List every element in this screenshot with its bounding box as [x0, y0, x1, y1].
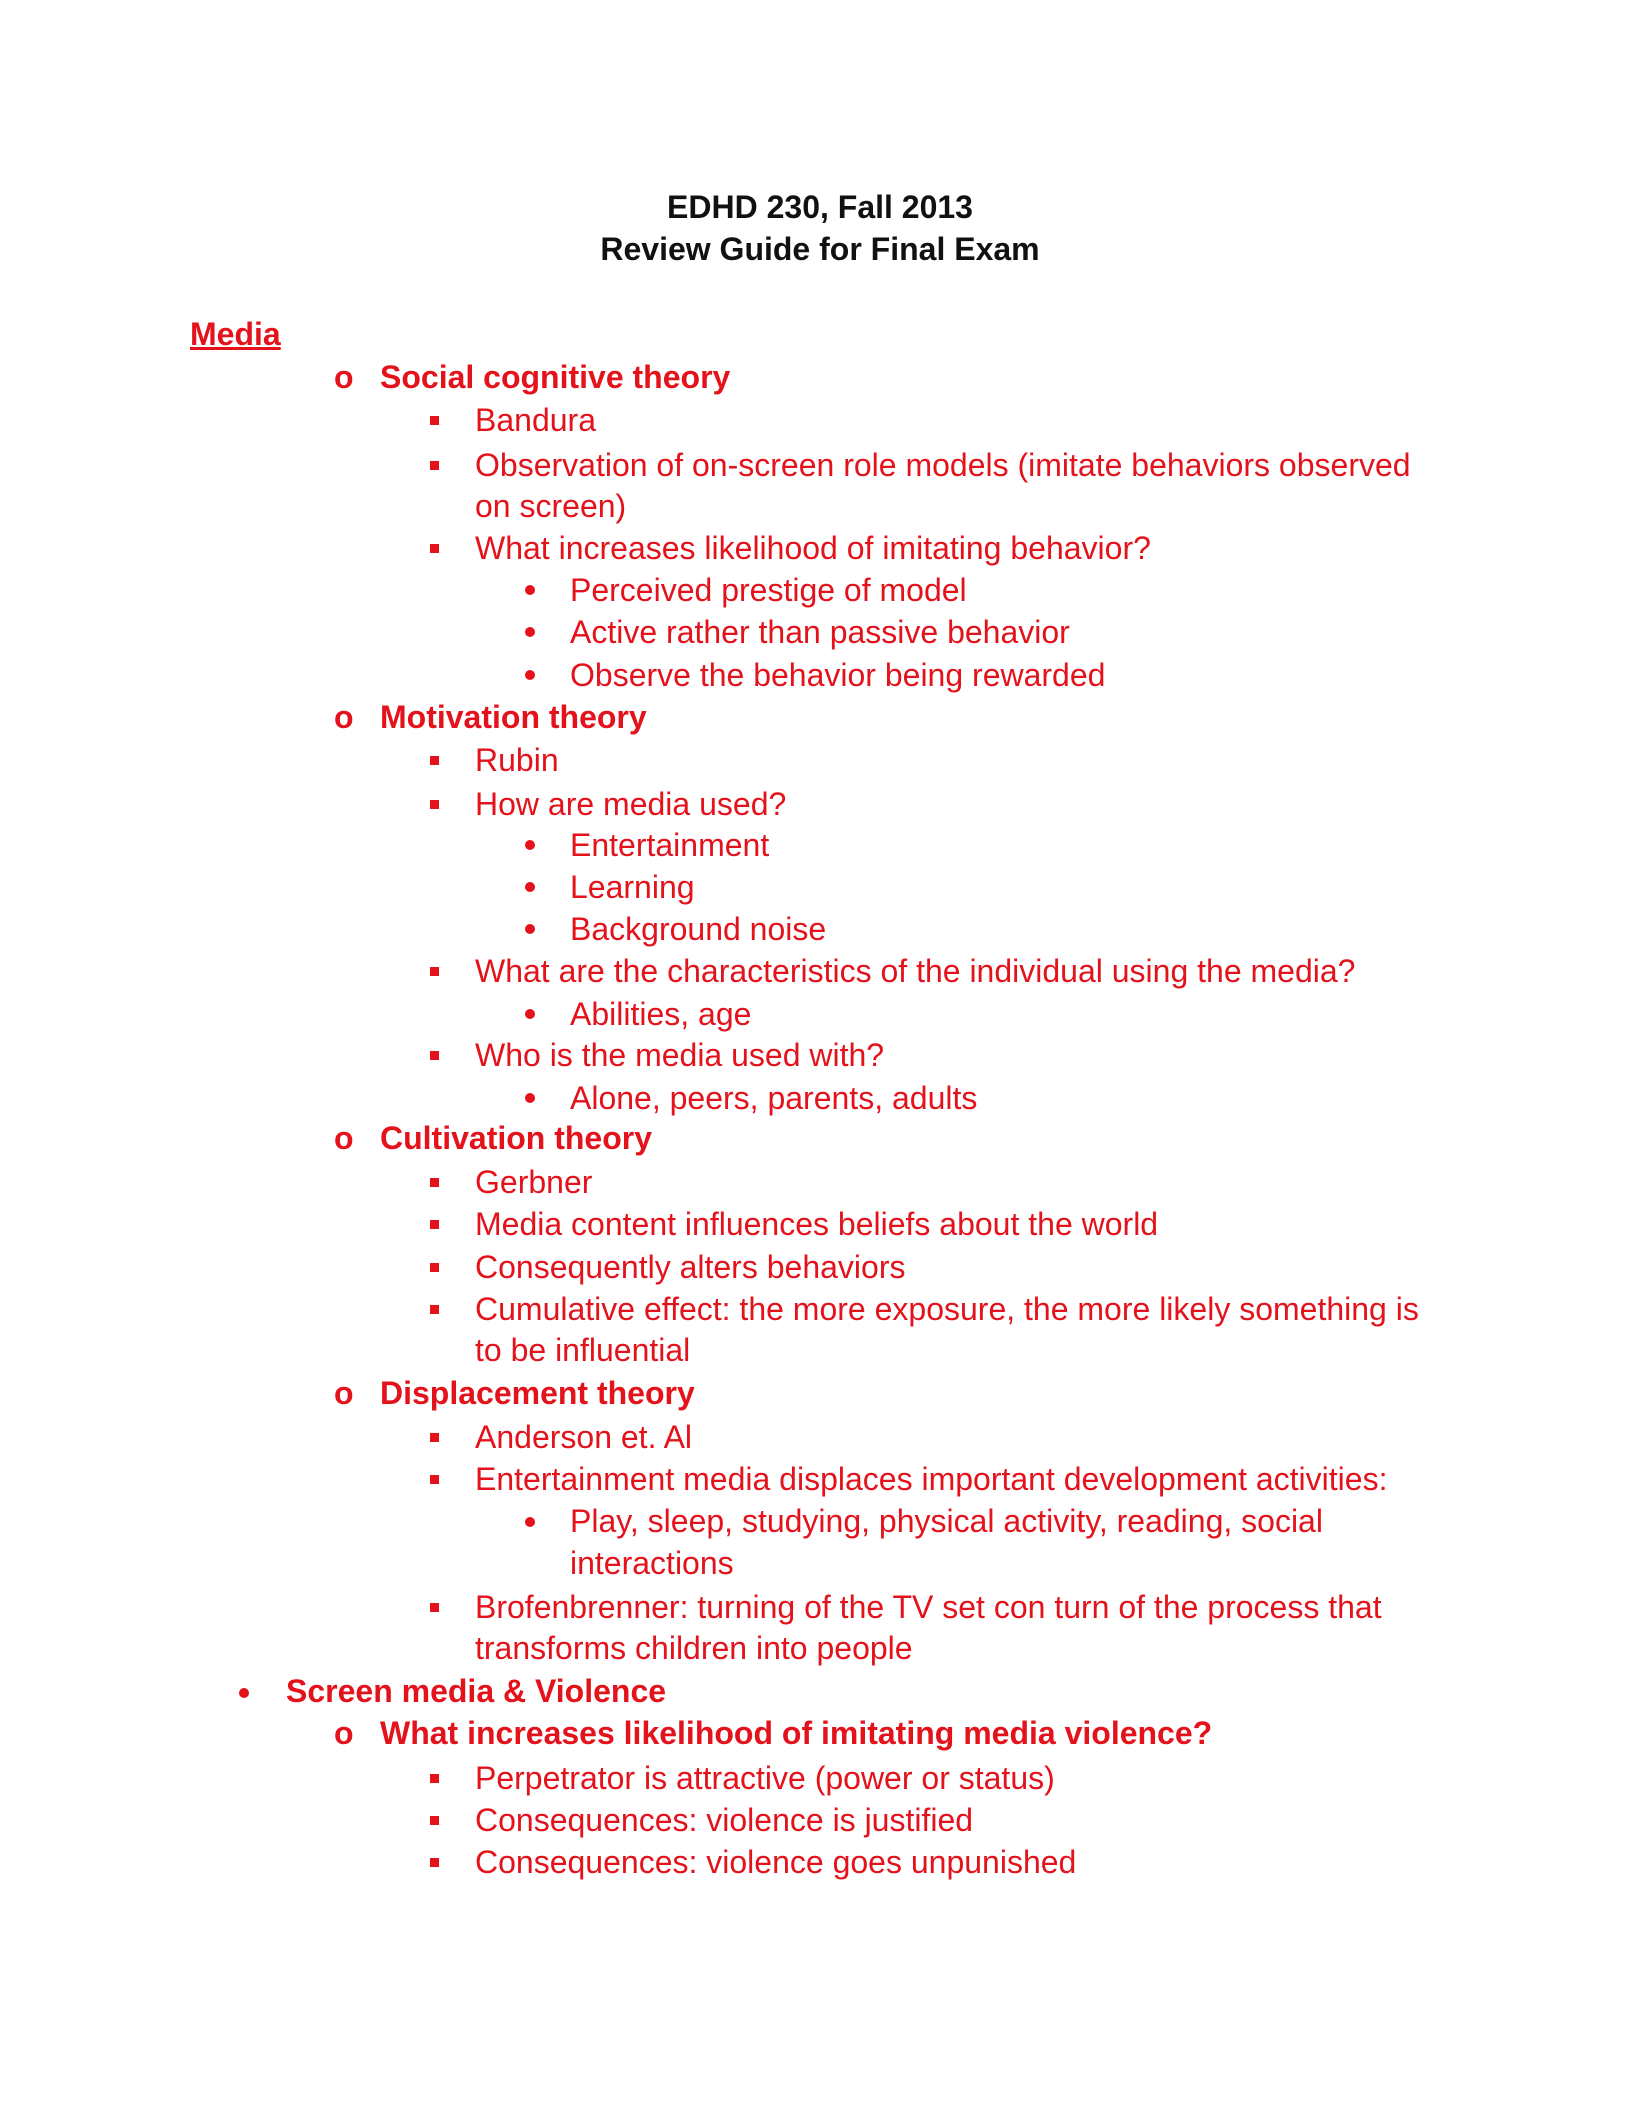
list-item: Anderson et. Al: [475, 1419, 693, 1455]
list-item-continuation: transforms children into people: [475, 1630, 913, 1666]
square-bullet: [430, 1433, 439, 1442]
outline-marker: o: [334, 1715, 354, 1751]
list-item: Media content influences beliefs about the world: [475, 1206, 1159, 1242]
list-item: Active rather than passive behavior: [570, 614, 1070, 650]
list-item: Consequently alters behaviors: [475, 1249, 906, 1285]
list-item: Gerbner: [475, 1164, 593, 1200]
square-bullet: [430, 544, 439, 553]
round-bullet: [239, 1688, 249, 1698]
square-bullet: [430, 1220, 439, 1229]
list-item: Consequences: violence is justified: [475, 1802, 974, 1838]
square-bullet: [430, 1774, 439, 1783]
list-item: Bandura: [475, 402, 596, 438]
square-bullet: [430, 1178, 439, 1187]
list-item: Entertainment media displaces important development activities:: [475, 1461, 1388, 1497]
list-item: Perpetrator is attractive (power or status): [475, 1760, 1055, 1796]
square-bullet: [430, 1816, 439, 1825]
list-item: Perceived prestige of model: [570, 572, 967, 608]
round-bullet: [525, 627, 535, 637]
round-bullet: [525, 840, 535, 850]
round-bullet: [525, 670, 535, 680]
list-item: What are the characteristics of the individual using the media?: [475, 953, 1356, 989]
round-bullet: [525, 1009, 535, 1019]
round-bullet: [525, 1093, 535, 1103]
list-item: Learning: [570, 869, 695, 905]
square-bullet: [430, 1475, 439, 1484]
outline-marker: o: [334, 699, 354, 735]
square-bullet: [430, 800, 439, 809]
list-item-continuation: to be influential: [475, 1332, 691, 1368]
round-bullet: [525, 924, 535, 934]
list-item: Background noise: [570, 911, 827, 947]
list-item: Alone, peers, parents, adults: [570, 1080, 978, 1116]
list-item: How are media used?: [475, 786, 787, 822]
outline-marker: o: [334, 1120, 354, 1156]
square-bullet: [430, 1603, 439, 1612]
list-item: Rubin: [475, 742, 559, 778]
list-item: Entertainment: [570, 827, 770, 863]
square-bullet: [430, 1858, 439, 1867]
heading-imitating-media-violence: What increases likelihood of imitating media violence?: [380, 1715, 1213, 1751]
round-bullet: [525, 882, 535, 892]
square-bullet: [430, 1305, 439, 1314]
list-item: Who is the media used with?: [475, 1037, 885, 1073]
list-item: Brofenbrenner: turning of the TV set con turn of the process that: [475, 1589, 1382, 1625]
list-item: Observe the behavior being rewarded: [570, 657, 1106, 693]
square-bullet: [430, 1263, 439, 1272]
square-bullet: [430, 1051, 439, 1060]
round-bullet: [525, 585, 535, 595]
square-bullet: [430, 461, 439, 470]
square-bullet: [430, 416, 439, 425]
list-item: What increases likelihood of imitating behavior?: [475, 530, 1151, 566]
doc-title-course: EDHD 230, Fall 2013: [667, 189, 973, 225]
heading-displacement-theory: Displacement theory: [380, 1375, 695, 1411]
list-item-continuation: interactions: [570, 1545, 734, 1581]
list-item: Consequences: violence goes unpunished: [475, 1844, 1077, 1880]
list-item: Play, sleep, studying, physical activity, reading, social: [570, 1503, 1323, 1539]
heading-cultivation-theory: Cultivation theory: [380, 1120, 653, 1156]
heading-motivation-theory: Motivation theory: [380, 699, 647, 735]
square-bullet: [430, 756, 439, 765]
list-item: Cumulative effect: the more exposure, the more likely something is: [475, 1291, 1419, 1327]
heading-social-cognitive-theory: Social cognitive theory: [380, 359, 731, 395]
list-item-continuation: on screen): [475, 488, 627, 524]
heading-screen-media-violence: Screen media & Violence: [286, 1673, 667, 1709]
list-item: Observation of on-screen role models (imitate behaviors observed: [475, 447, 1411, 483]
outline-marker: o: [334, 1375, 354, 1411]
list-item: Abilities, age: [570, 996, 752, 1032]
outline-marker: o: [334, 359, 354, 395]
square-bullet: [430, 967, 439, 976]
doc-title-guide: Review Guide for Final Exam: [600, 231, 1040, 267]
section-title-media: Media: [190, 316, 281, 352]
round-bullet: [525, 1517, 535, 1527]
